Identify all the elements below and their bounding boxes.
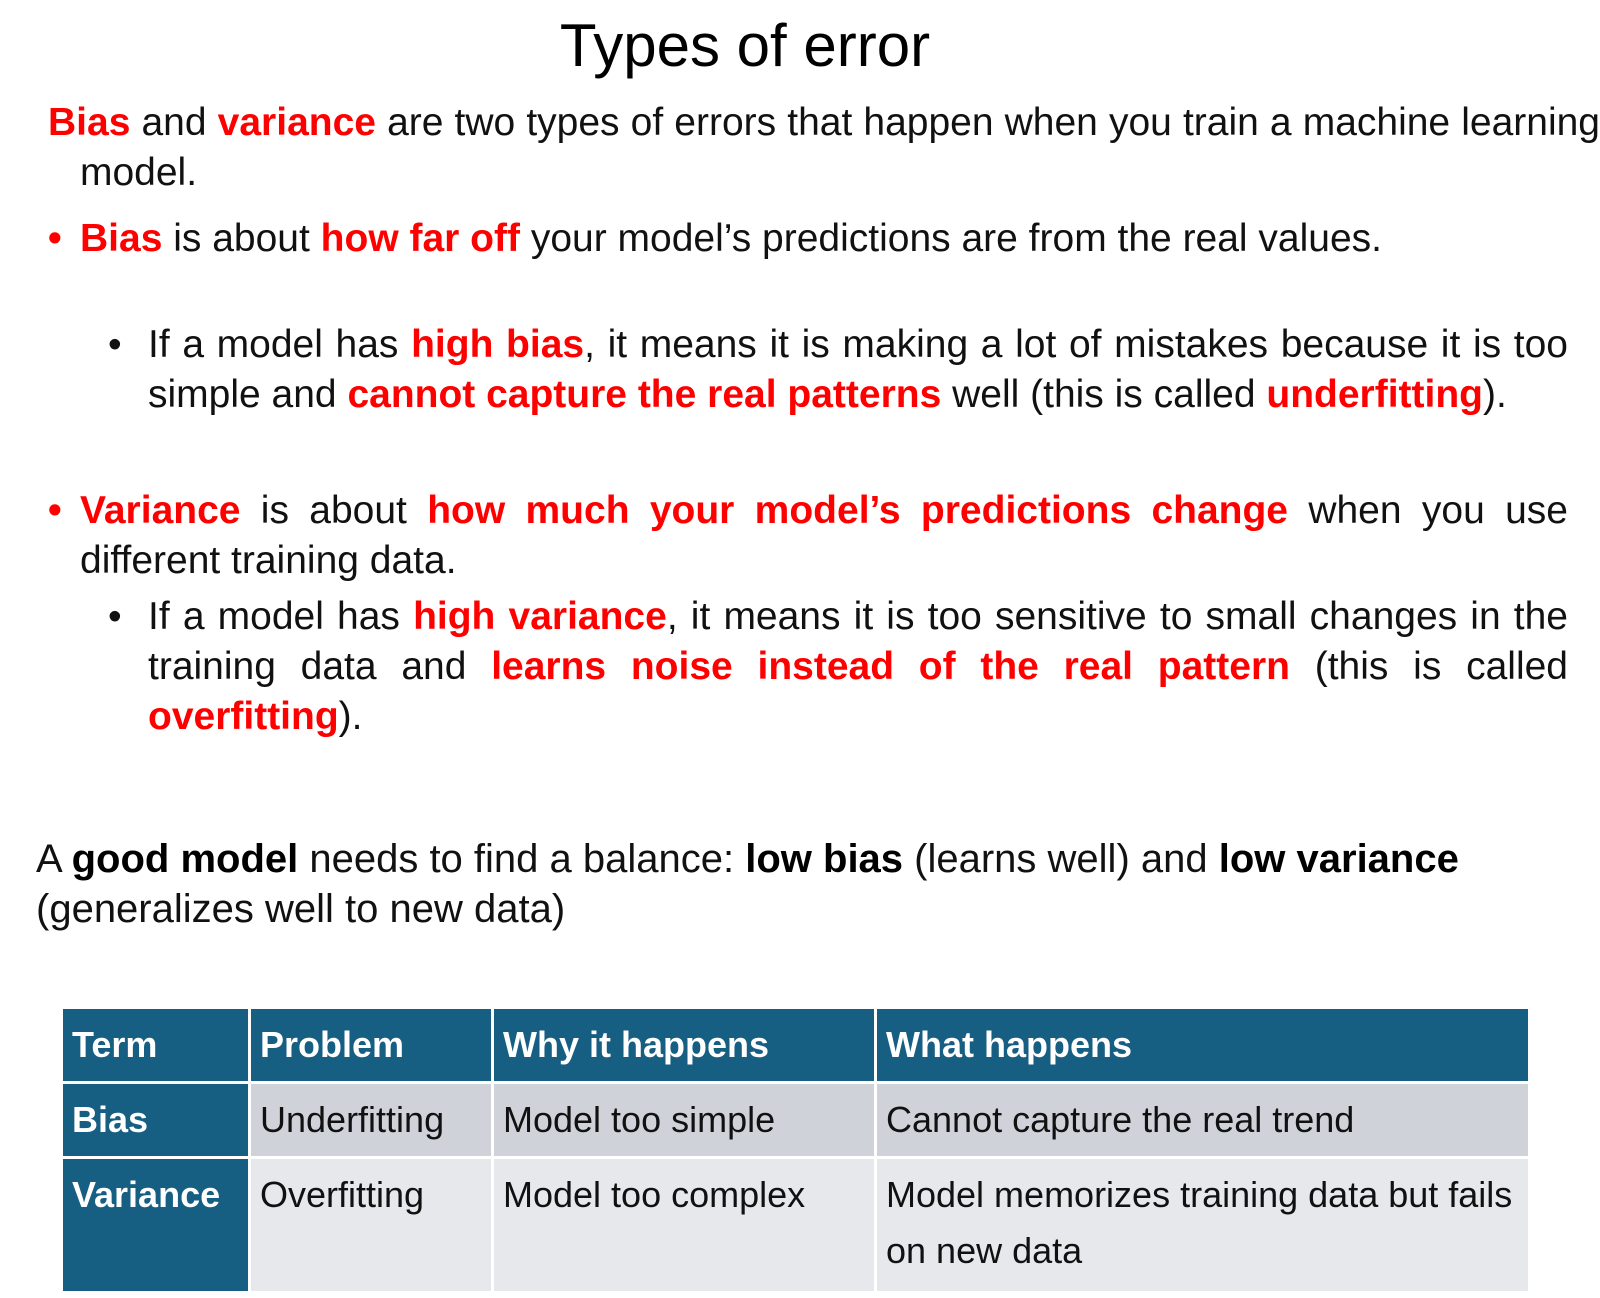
- error-table: [60, 1006, 1531, 1294]
- cell-problem: Underfitting: [250, 1083, 493, 1158]
- low-variance-term: low variance: [1218, 837, 1459, 881]
- variance-sub-text-2: , it means it is too sensitive to small changes in the training data and: [148, 595, 1568, 688]
- good-text-3: (learns well) and: [903, 837, 1219, 881]
- bias-term: Bias: [80, 217, 163, 260]
- bias-sub-text-3: well (this is called: [941, 373, 1267, 416]
- header-term: Term: [62, 1008, 250, 1083]
- table-row: [62, 1083, 1530, 1158]
- variance-sub-paragraph: [148, 592, 1568, 742]
- bias-text-1: is about: [162, 217, 321, 260]
- good-model-paragraph: [36, 834, 1536, 934]
- overfitting-term: overfitting: [148, 695, 339, 738]
- variance-term: Variance: [80, 489, 241, 532]
- term-variance: variance: [217, 101, 376, 144]
- cell-why: Model too simple: [493, 1083, 876, 1158]
- bias-sub-bullet: •: [108, 323, 122, 366]
- page-title: Types of error: [559, 12, 931, 79]
- header-why: Why it happens: [493, 1008, 876, 1083]
- high-variance: high variance: [413, 595, 667, 638]
- bias-sub-text-2: , it means it is making a lot of mistakes because it is too simple and: [148, 323, 1568, 416]
- good-text-4: (generalizes well to new data): [36, 887, 566, 931]
- bias-text-2: your model’s predictions are from the real values.: [519, 217, 1383, 260]
- intro-paragraph: [48, 98, 1600, 198]
- cell-term: Variance: [62, 1158, 250, 1293]
- bias-bullet: •: [48, 217, 62, 260]
- variance-text-2: when you use different training data.: [80, 489, 1568, 582]
- bias-sub-text-1: If a model has: [148, 323, 412, 366]
- good-text-2: needs to find a balance:: [298, 837, 746, 881]
- variance-sub-text-1: If a model has: [148, 595, 414, 638]
- bias-highlight: how far off: [320, 217, 520, 260]
- cannot-capture: cannot capture the real patterns: [347, 373, 942, 416]
- variance-sub-text-4: ).: [338, 695, 363, 738]
- variance-paragraph: [80, 486, 1568, 586]
- learns-noise: learns noise instead of the real pattern: [491, 645, 1290, 688]
- low-bias-term: low bias: [745, 837, 904, 881]
- bias-sub-paragraph: [148, 320, 1568, 420]
- header-problem: Problem: [250, 1008, 493, 1083]
- cell-problem: Overfitting: [250, 1158, 493, 1293]
- variance-highlight: how much your model’s predictions change: [427, 489, 1288, 532]
- cell-what: Cannot capture the real trend: [876, 1083, 1530, 1158]
- high-bias: high bias: [411, 323, 585, 366]
- term-bias: Bias: [48, 101, 131, 144]
- bias-sub-text-4: ).: [1483, 373, 1507, 416]
- intro-text-2: are two types of errors that happen when you train a machine learning model.: [80, 101, 1600, 194]
- variance-text-1: is about: [240, 489, 428, 532]
- variance-sub-bullet: •: [108, 595, 122, 638]
- cell-what: Model memorizes training data but fails on new data: [876, 1158, 1530, 1293]
- variance-bullet: •: [48, 489, 62, 532]
- cell-term: Bias: [62, 1083, 250, 1158]
- bias-paragraph: [80, 214, 1568, 264]
- header-what: What happens: [876, 1008, 1530, 1083]
- good-text-1: A: [36, 837, 72, 881]
- table-row: [62, 1158, 1530, 1293]
- good-model-term: good model: [71, 837, 299, 881]
- cell-why: Model too complex: [493, 1158, 876, 1293]
- intro-text-1: and: [130, 101, 218, 144]
- variance-sub-text-3: (this is called: [1289, 645, 1569, 688]
- table-header-row: [62, 1008, 1530, 1083]
- underfitting-term: underfitting: [1266, 373, 1483, 416]
